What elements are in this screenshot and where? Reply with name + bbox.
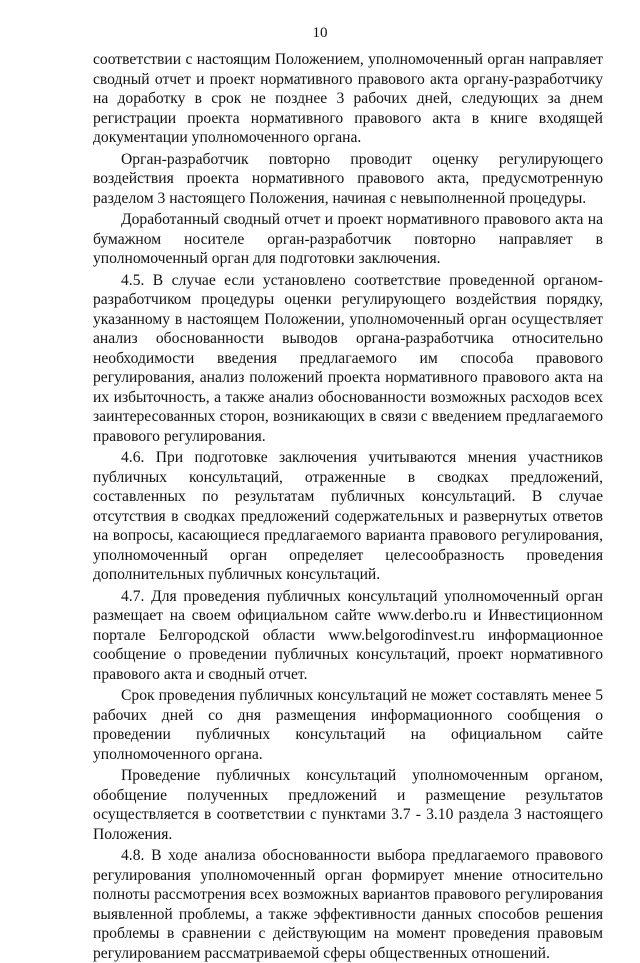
page-number: 10 xyxy=(312,25,328,41)
paragraph-consultation-term: Срок проведения публичных консультаций не может составлять менее 5 рабочих дней со дня размещения информационного сообщения о проведении публичных консультаций на официальном сайте уполномоченного органа. xyxy=(93,687,603,763)
paragraph-4-8: 4.8. В ходе анализа обоснованности выбора предлагаемого правового регулирования уполномоченный орган формирует мнение относительно полноты рассмотрения всех возможных вариантов правового регулирования выявленной проблемы, а также эффективности данных способов решения проблемы в сравнении с действующим на момент проведения правовым регулированием рассматриваемой сферы общественных отношений. xyxy=(93,847,603,962)
paragraph-repeat-assessment: Орган-разработчик повторно проводит оценку регулирующего воздействия проекта нормативного правового акта, предусмотренную разделом 3 настоящего Положения, начиная с невыполненной процедуры. xyxy=(93,150,603,207)
paragraph-4-7: 4.7. Для проведения публичных консультаций уполномоченный орган размещает на своем официальном сайте www.derbo.ru и Инвестиционном портале Белгородской области www.belgorodinvest.ru информационное сообщение о проведении публичных консультаций, проект нормативного правового акта и сводный отчет. xyxy=(93,587,603,683)
document-body xyxy=(93,50,603,963)
paragraph-4-6: 4.6. При подготовке заключения учитываются мнения участников публичных консультаций, отраженные в сводках предложений, составленных по результатам публичных консультаций. В случае отсутствия в сводках предложений содержательных и развернутых ответов на вопросы, касающиеся предлагаемого варианта правового регулирования, уполномоченный орган определяет целесообразность проведения дополнительных публичных консультаций. xyxy=(93,449,603,583)
paragraph-revised-report: Доработанный сводный отчет и проект нормативного правового акта на бумажном носителе орган-разработчик повторно направляет в уполномоченный орган для подготовки заключения. xyxy=(93,211,603,267)
paragraph-continuation: соответствии с настоящим Положением, уполномоченный орган направляет сводный отчет и проект нормативного правового акта органу-разработчику на доработку в срок не позднее 3 рабочих дней, следующих за днем регистрации проекта нормативного правового акта в книге входящей документации уполномоченного органа. xyxy=(93,51,603,146)
paragraph-4-5: 4.5. В случае если установлено соответствие проведенной органом-разработчиком процедуры оценки регулирующего воздействия порядку, указанному в настоящем Положении, уполномоченный орган осуществляет анализ обоснованности выводов органа-разработчика относительно необходимости введения предлагаемого им способа правового регулирования, анализ положений проекта нормативного правового акта на их избыточность, а также анализ обоснованности возможных расходов всех заинтересованных сторон, возникающих в связи с введением предлагаемого правового регулирования. xyxy=(93,271,603,445)
paragraph-consultation-procedure: Проведение публичных консультаций уполномоченным органом, обобщение полученных предложений и размещение результатов осуществляется в соответствии с пунктами 3.7 - 3.10 раздела 3 настоящего Положения. xyxy=(93,767,603,843)
